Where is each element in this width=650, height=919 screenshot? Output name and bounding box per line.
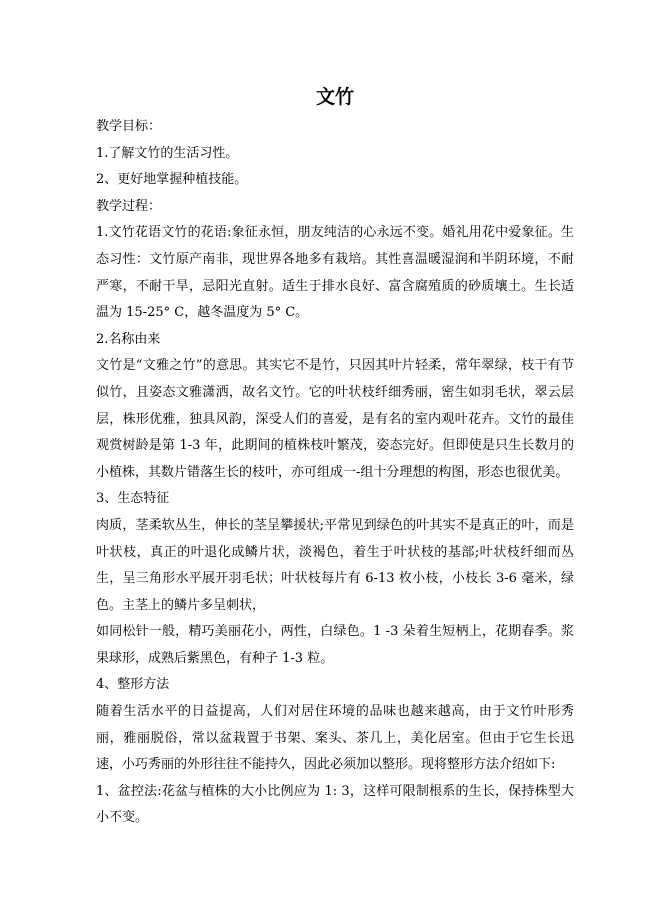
paragraph-ecology-heading: 3、生态特征	[96, 491, 170, 507]
paragraph-flower-language-habits: 1.文竹花语文竹的花语:象征永恒，朋友纯洁的心永远不变。婚礼用花中爱象征。生态习性：文竹原产南非，现世界各地多有栽培。其性喜温暖湿润和半阴环境，不耐严寒，不耐干旱，忌阳光直射。适生于排水良好、富含腐殖质的砂质壤土。生长适温为 15-25° C，越冬温度为 5° C。	[96, 225, 574, 321]
paragraph-objectives-heading: 教学目标：	[96, 119, 162, 134]
paragraph-shaping-heading: 4、整形方法	[96, 677, 170, 693]
paragraph-process-heading: 教学过程：	[96, 198, 162, 214]
paragraph-name-origin-heading: 2.名称由来	[96, 331, 161, 347]
document-page	[96, 84, 574, 832]
paragraph-pot-control: 1、盆控法:花盆与植株的大小比例应为 1: 3，这样可限制根系的生长，保持株型大小不变。	[96, 783, 574, 826]
paragraph-objective-2: 2、更好地掌握种植技能。	[96, 172, 248, 188]
paragraph-shaping-intro: 随着生活水平的日益提高，人们对居住环境的品味也越来越高，由于文竹叶形秀丽，雅丽脱俗，常以盆栽置于书架、案头、茶几上，美化居室。但由于它生长迅速，小巧秀丽的外形往往不能持久，因此必须加以整形。现将整形方法介绍如下:	[96, 704, 574, 773]
paragraph-objective-1: 1.了解文竹的生活习性。	[96, 145, 239, 161]
paragraph-ecology-2: 如同松针一般，精巧美丽花小，两性，白绿色。1 -3 朵着生短柄上，花期春季。浆果球形，成熟后紫黑色，有种子 1-3 粒。	[96, 624, 574, 666]
paragraph-name-origin: 文竹是“文雅之竹”的意思。其实它不是竹，只因其叶片轻柔，常年翠绿，枝干有节似竹，且姿态文雅潇洒，故名文竹。它的叶状枝纤细秀丽，密生如羽毛状，翠云层层，株形优雅，独具风韵，深受人们的喜爱，是有名的室内观叶花卉。文竹的最佳观赏树龄是第 1-3 年，此期间的植株枝叶繁茂，姿态完好。但即使是只生长数月的小植株，其数片错落生长的枝叶，亦可组成一-组十分理想的构图，形态也很优美。	[96, 358, 574, 480]
document-title: 文竹	[315, 86, 354, 108]
paragraph-ecology-1: 肉质，茎柔软丛生，伸长的茎呈攀援状;平常见到绿色的叶其实不是真正的叶，而是叶状枝，真正的叶退化成鳞片状，淡褐色，着生于叶状枝的基部;叶状枝纤细而丛生，呈三角形水平展开羽毛状；叶状枝每片有 6-13 枚小枝，小枝长 3-6 毫米，绿色。主茎上的鳞片多呈刺状，	[96, 517, 574, 613]
